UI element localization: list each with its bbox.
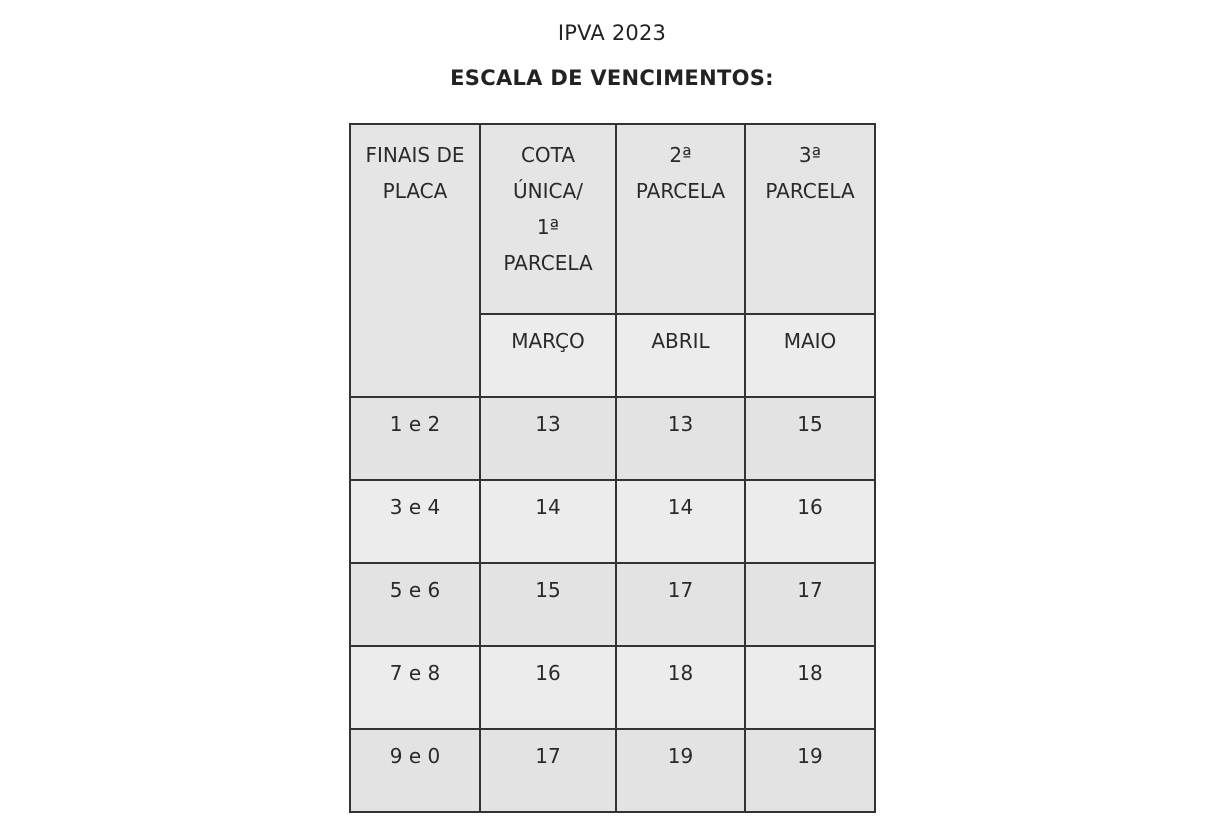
finais-cell: 3 e 4 <box>350 480 480 563</box>
date-cell: 19 <box>745 729 875 812</box>
date-cell: 19 <box>616 729 745 812</box>
header-finais-label: FINAIS DE PLACA <box>365 143 465 203</box>
table-row <box>350 563 875 646</box>
date-cell: 16 <box>745 480 875 563</box>
date-cell: 18 <box>745 646 875 729</box>
finais-cell: 9 e 0 <box>350 729 480 812</box>
table-row <box>350 480 875 563</box>
header-cota-unica-label: COTA ÚNICA/ 1ª PARCELA <box>503 143 593 275</box>
date-cell: 17 <box>616 563 745 646</box>
month-cell: MARÇO <box>480 314 616 397</box>
header-terceira-parcela-label: 3ª PARCELA <box>765 143 855 203</box>
month-cell: MAIO <box>745 314 875 397</box>
page-subtitle: ESCALA DE VENCIMENTOS: <box>450 66 774 90</box>
header-terceira-parcela <box>745 124 875 314</box>
date-cell: 16 <box>480 646 616 729</box>
table-row <box>350 729 875 812</box>
table-header-row <box>350 124 875 314</box>
finais-cell: 5 e 6 <box>350 563 480 646</box>
date-cell: 17 <box>480 729 616 812</box>
header-segunda-parcela <box>616 124 745 314</box>
date-cell: 13 <box>616 397 745 480</box>
date-cell: 17 <box>745 563 875 646</box>
page-title: IPVA 2023 <box>557 21 667 45</box>
header-finais-de-placa <box>350 124 480 397</box>
date-cell: 18 <box>616 646 745 729</box>
finais-cell: 7 e 8 <box>350 646 480 729</box>
finais-cell: 1 e 2 <box>350 397 480 480</box>
due-dates-table <box>349 123 876 813</box>
date-cell: 15 <box>745 397 875 480</box>
date-cell: 15 <box>480 563 616 646</box>
table-row <box>350 646 875 729</box>
header-cota-unica <box>480 124 616 314</box>
header-segunda-parcela-label: 2ª PARCELA <box>635 143 726 203</box>
date-cell: 14 <box>480 480 616 563</box>
date-cell: 13 <box>480 397 616 480</box>
month-cell: ABRIL <box>616 314 745 397</box>
date-cell: 14 <box>616 480 745 563</box>
table-row <box>350 397 875 480</box>
